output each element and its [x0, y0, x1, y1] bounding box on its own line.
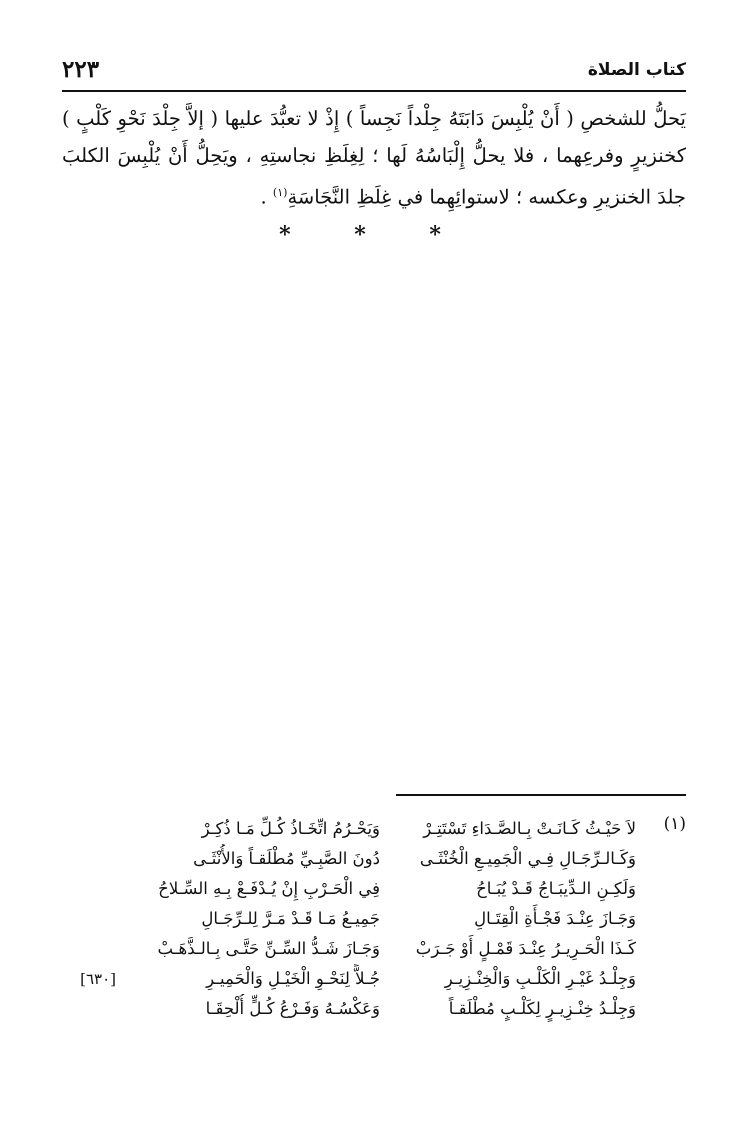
paragraph-end: .: [260, 185, 273, 209]
main-text: [62, 100, 686, 216]
verse-line: [62, 814, 686, 844]
page-number: ٢٢٣: [62, 56, 100, 83]
verse-list: [62, 814, 686, 1024]
verse-line: [62, 994, 686, 1024]
verse-first-hemistich: وَجِلْـدُ غَيْـرِ الْكَلْـبِ وَالْخِنْـزِيـرِ: [444, 969, 636, 988]
verse-first-hemistich: وَجَـازَ عِنْـدَ فَجْـأَةِ الْقِتَـالِ: [474, 909, 636, 928]
verse-line: [62, 904, 686, 934]
verse-line: [62, 964, 686, 994]
verse-second-hemistich: وَجَـازَ شَـدُّ السِّـنِّ حَتَّـى بِـالـذَّهَـبْ: [157, 939, 380, 958]
header-rule: [62, 90, 686, 92]
section-separator: * * *: [279, 222, 469, 248]
verse-second-hemistich: فِي الْحَـرْبِ إِنْ يُـدْفَـعْ بِـهِ السِّـلاحُ: [158, 879, 380, 898]
footnote-marker: (١): [663, 814, 686, 834]
verse-first-hemistich: وَجِلْـدُ خِنْـزِيـرٍ لِكَلْـبٍ مُطْلَقـاً: [448, 999, 636, 1018]
verse-line: [62, 934, 686, 964]
verse-first-hemistich: كَـذَا الْحَـرِيـرُ عِنْـدَ قَمْـلٍ أَوْ جَـرَبْ: [415, 939, 636, 958]
verse-second-hemistich: وَيَحْـرُمُ اتِّخَـاذُ كُـلِّ مَـا ذُكِـرْ: [201, 819, 380, 838]
verse-line: [62, 874, 686, 904]
verse-second-hemistich: وَعَكْسُـهُ وَفَـرْعُ كُـلٍّ أُلْحِقَـا: [205, 999, 380, 1018]
verse-number: [٦٣٠]: [80, 970, 116, 988]
verse-second-hemistich: دُونَ الصَّبِـيِّ مُطْلَقـاً وَالأُنْثَـى: [193, 849, 380, 868]
footnote-reference[interactable]: (١): [272, 186, 288, 199]
running-title: كتاب الصلاة: [587, 60, 686, 80]
main-paragraph: [62, 100, 686, 216]
verse-first-hemistich: وَلَكِـنِ الـدِّيبَـاجُ قَـدْ يُبَـاحُ: [476, 879, 636, 898]
main-paragraph-text: يَحلُّ للشخصِ ( أَنْ يُلْبِسَ دَابَتَهُ جِلْداً نَجِساً ) إِذْ لا تعبُّدَ عليها ( إلاَّ جِلْدَ نَحْوِ كَلْبٍ ) كخنزيرٍ وفرعِهما ، فلا يحلُّ إِلْبَاسُهُ لَها ؛ لِغِلَظِ نجاستِهِ ، ويَحِلُّ أَنْ يُلْبِسَ الكلبَ جلدَ الخنزيرِ وعكسه ؛ لاستوائِهِما في غِلَظِ النَّجَاسَةِ: [62, 107, 686, 209]
page-header: [62, 56, 686, 92]
verse-first-hemistich: لاَ حَيْـثُ كَـانَـتْ بِـالصَّـدَاءِ تَسْتَتِـرْ: [423, 819, 636, 838]
verse-second-hemistich: جَمِيـعُ مَـا قَـدْ مَـرَّ لِلـرِّجَـالِ: [201, 909, 380, 928]
verse-line: [62, 844, 686, 874]
verse-second-hemistich: جُـلاًّ لِنَحْـوِ الْخَيْـلِ وَالْحَمِيـرِ: [206, 969, 380, 988]
footnote-rule: [396, 794, 686, 796]
verse-first-hemistich: وَكَـالـرِّجَـالِ فِـي الْجَمِيـعِ الْخُنْثَـى: [419, 849, 636, 868]
